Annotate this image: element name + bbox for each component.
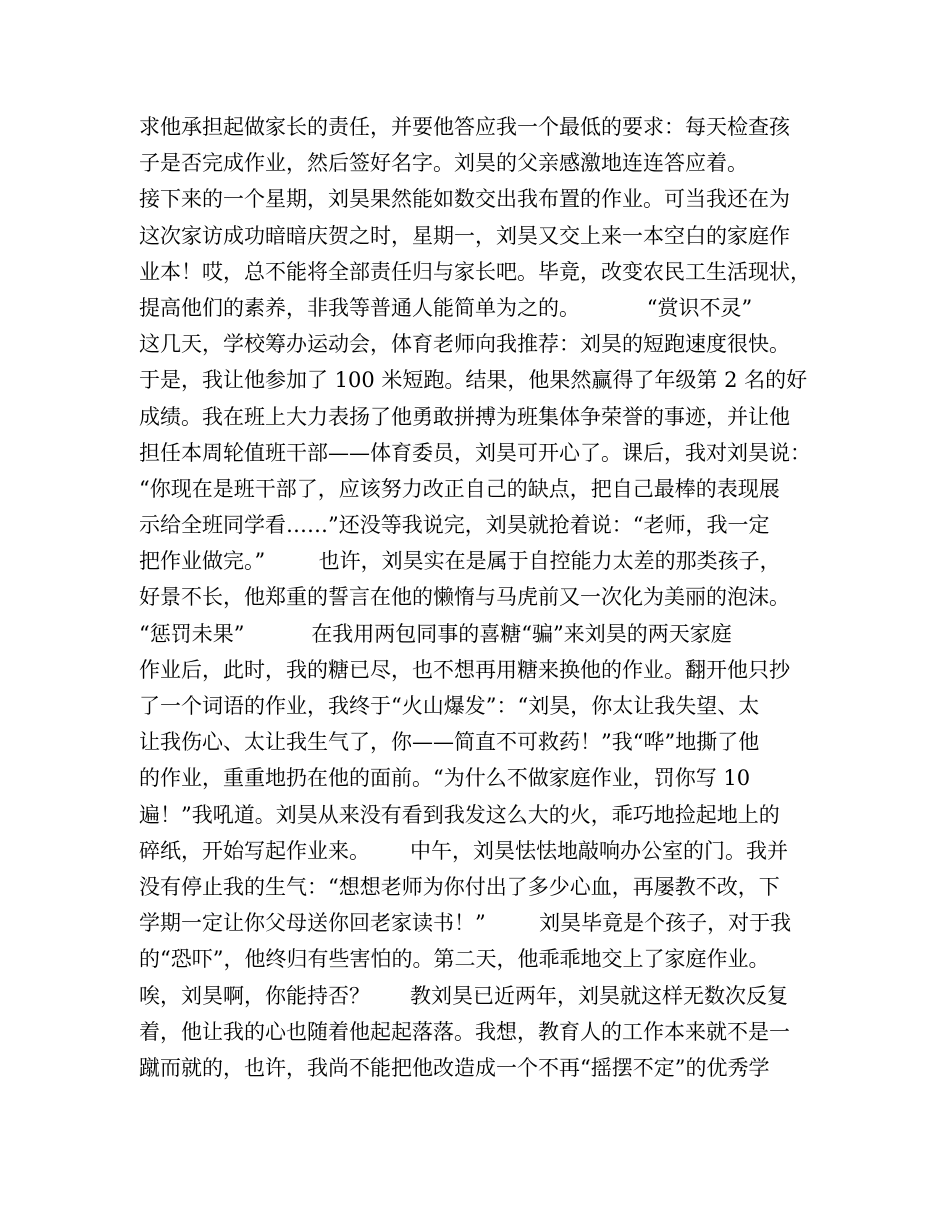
text-line: 好景不长，他郑重的誓言在他的懒惰与马虎前又一次化为美丽的泡沫。: [139, 585, 790, 610]
text-line: 于是，我让他参加了 100 米短跑。结果，他果然赢得了年级第 2 名的好: [139, 368, 808, 393]
text-line: “惩罚未果” 在我用两包同事的喜糖“骗”来刘昊的两天家庭: [139, 621, 732, 646]
text-line: 成绩。我在班上大力表扬了他勇敢拼搏为班集体争荣誉的事迹，并让他: [139, 404, 790, 429]
text-line: 让我伤心、太让我生气了，你——简直不可救药！”我“哗”地撕了他: [139, 730, 760, 755]
text-line: 学期一定让你父母送你回老家读书！” 刘昊毕竟是个孩子，对于我: [139, 911, 792, 936]
text-line: 担任本周轮值班干部——体育委员，刘昊可开心了。课后，我对刘昊说：: [139, 440, 811, 465]
text-line: 的“恐吓”，他终归有些害怕的。第二天，他乖乖地交上了家庭作业。: [139, 947, 770, 972]
text-line: 唉，刘昊啊，你能持否？ 教刘昊已近两年，刘昊就这样无数次反复: [139, 983, 789, 1008]
text-line: 没有停止我的生气：“想想老师为你付出了多少心血，再屡教不改，下: [139, 874, 780, 899]
body-text: [139, 109, 819, 1086]
text-line: 子是否完成作业，然后签好名字。刘昊的父亲感激地连连答应着。: [139, 151, 748, 176]
text-line: 作业后，此时，我的糖已尽，也不想再用糖来换他的作业。翻开他只抄: [139, 657, 790, 682]
text-line: 蹴而就的，也许，我尚不能把他改造成一个不再“摇摆不定”的优秀学: [139, 1055, 770, 1080]
text-line: 碎纸，开始写起作业来。 中午，刘昊怯怯地敲响办公室的门。我并: [139, 838, 789, 863]
text-line: 接下来的一个星期，刘昊果然能如数交出我布置的作业。可当我还在为: [139, 187, 790, 212]
text-line: 这几天，学校筹办运动会，体育老师向我推荐：刘昊的短跑速度很快。: [139, 332, 790, 357]
text-line: 的作业，重重地扔在他的面前。“为什么不做家庭作业，罚你写 10: [139, 766, 751, 791]
text-line: “你现在是班干部了，应该努力改正自己的缺点，把自己最棒的表现展: [139, 476, 780, 501]
text-line: 着，他让我的心也随着他起起落落。我想，教育人的工作本来就不是一: [139, 1019, 790, 1044]
text-line: 这次家访成功暗暗庆贺之时，星期一，刘昊又交上来一本空白的家庭作: [139, 223, 790, 248]
text-line: 遍！”我吼道。刘昊从来没有看到我发这么大的火，乖巧地捡起地上的: [139, 802, 780, 827]
text-line: 提高他们的素养，非我等普通人能简单为之的。 “赏识不灵”: [139, 295, 753, 320]
text-line: 示给全班同学看……”还没等我说完，刘昊就抢着说：“老师，我一定: [139, 513, 770, 538]
text-line: 求他承担起做家长的责任，并要他答应我一个最低的要求：每天检查孩: [139, 115, 790, 139]
text-line: 了一个词语的作业，我终于“火山爆发”：“刘昊，你太让我失望、太: [139, 694, 760, 718]
text-line: 把作业做完。” 也许，刘昊实在是属于自控能力太差的那类孩子，: [139, 549, 781, 574]
text-line: 业本！哎，总不能将全部责任归与家长吧。毕竟，改变农民工生活现状，: [139, 259, 811, 284]
